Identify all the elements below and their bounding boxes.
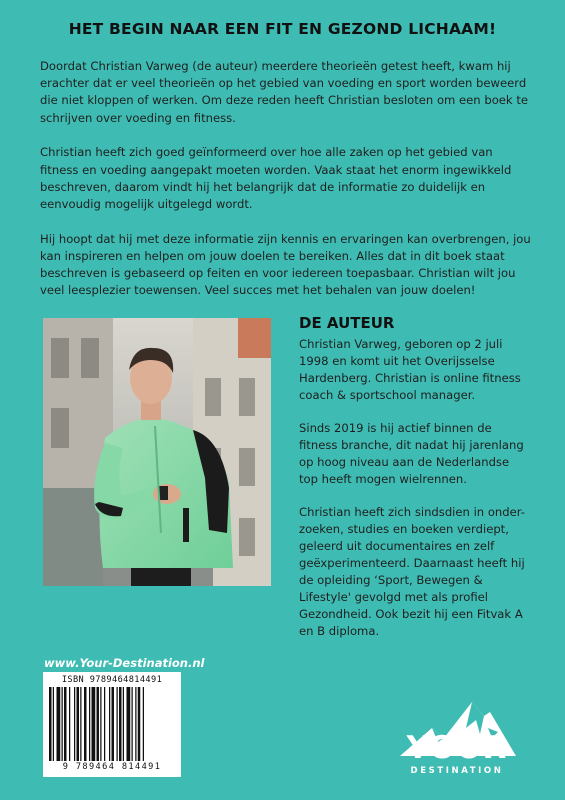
intro-paragraph-2: Christian heeft zich goed geïnformeerd over hoe alle zaken op het gebied van fitness en voeding aangepakt moeten worden. Vaak staat het enorm ingewikkeld beschreven, daarom vindt hij het belangrijk dat de informatie zo duidelijk en eenvoudig mogelijk uitgelegd wordt. <box>40 145 512 211</box>
logo-subtitle: DESTINATION <box>410 766 504 776</box>
website-url: www.Your-Destination.nl <box>44 656 205 670</box>
intro-text <box>40 58 532 317</box>
author-paragraph-3: Christian heeft zich sindsdien in onder-zoeken, studies en boeken verdiept, geleerd uit documentaires en zelf geëxperimenteerd. Daarnaast heeft hij de opleiding ‘Sport, Bewegen & Lifestyle' gevolgd met als profiel Gezondheid. Ook bezit hij een Fitvak A en B diploma. <box>299 505 525 638</box>
author-paragraph-1: Christian Varweg, geboren op 2 juli 1998 en komt uit het Overijsselse Hardenberg. Christian is online fitness coach & sportschool manager. <box>299 337 521 402</box>
author-photo <box>43 318 271 586</box>
author-heading: DE AUTEUR <box>299 314 395 332</box>
isbn-label: ISBN 9789464814491 <box>61 675 163 685</box>
author-bio <box>299 336 531 656</box>
barcode-bars <box>49 687 175 761</box>
isbn-digits: 9 789464 814491 <box>62 762 162 772</box>
logo-wordmark: YOUR <box>406 730 508 766</box>
author-portrait-image <box>43 318 271 586</box>
back-cover-title: HET BEGIN NAAR EEN FIT EN GEZOND LICHAAM! <box>68 20 497 38</box>
author-paragraph-2: Sinds 2019 is hij actief binnen de fitness branche, dit nadat hij jarenlang op hoog niveau aan de Nederlandse top heeft mogen wielrennen. <box>299 421 524 486</box>
intro-paragraph-1: Doordat Christian Varweg (de auteur) meerdere theorieën getest heeft, kwam hij erachter dat er veel theorieën op het gebied van voeding en sport worden beweerd die niet kloppen of werken. Om deze reden heeft Christian besloten om een boek te schrijven over voeding en fitness. <box>40 59 529 125</box>
intro-paragraph-3: Hij hoopt dat hij met deze informatie zijn kennis en ervaringen kan overbrengen, jou kan inspireren en helpen om jouw doelen te bereiken. Alles dat in dit boek staat beschreven is gebaseerd op feiten en voor iedereen toepasbaar. Christian wilt jou veel leesplezier toewensen. Veel succes met het behalen van jouw doelen! <box>40 231 531 298</box>
isbn-barcode <box>43 672 181 777</box>
